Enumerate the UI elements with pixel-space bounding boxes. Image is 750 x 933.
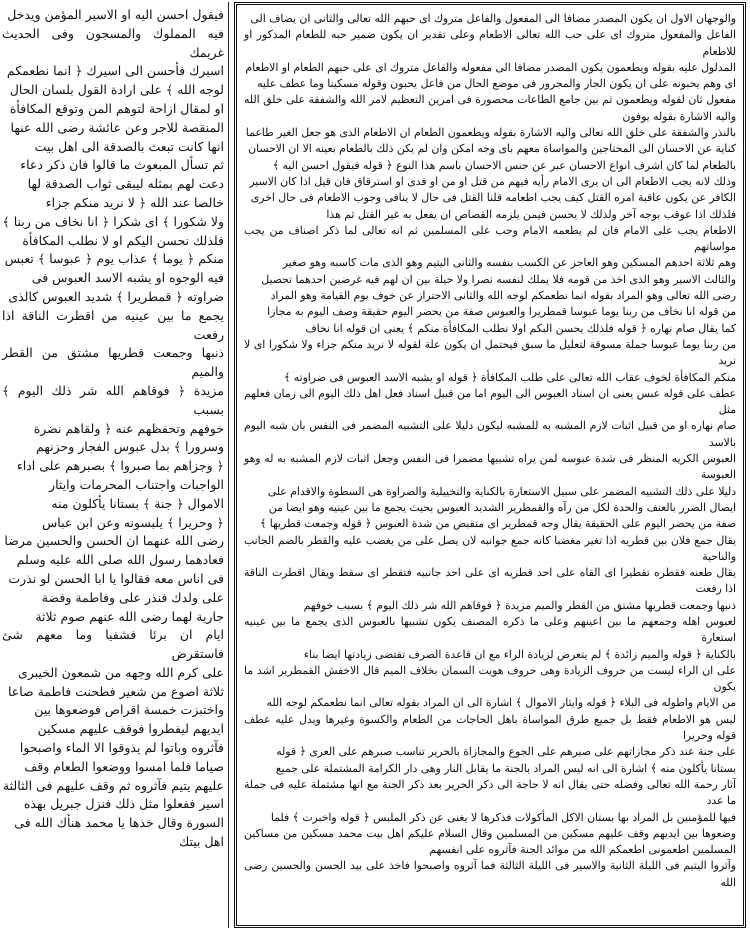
margin-text-line: على ولدك فنذر على وفاطمة وفضة xyxy=(41,589,224,605)
main-text-line: كناية عن الاحسان الى المحتاجين والمواساة معهم باى وجه امكن وان لم يكن ذلك بالطعام بعينه الا ان الاحسان xyxy=(248,142,736,156)
main-text-line: المدلول عليه بقوله ويطعمون يكون المصدر مضافا الى مفعوله والفاعل متروك اى على حبهم الطعام او الاطعام xyxy=(245,60,736,74)
main-text-line: والوجهان الاول ان يكون المصدر مضافا الى المفعول والفاعل متروك اى حبهم الله تعالى والثانى ان يضاف الى xyxy=(250,12,736,25)
margin-text-line: فيه الوجوه او يشبه الاسد العبوس فى xyxy=(31,270,224,286)
margin-text-line: لوجه الله ﴾ على ارادة القول بلسان الحال xyxy=(9,82,224,98)
main-text-line: على جنة عند ذكر مجازاتهم على صبرهم على الجوع والمجازاة بالحرير تناسب صبرهم على العرى ﴿ قوله xyxy=(276,745,736,759)
margin-text-line: اهل بيتك xyxy=(178,834,224,850)
margin-text-line: السورة وقال خذها يا محمد هنأك الله فى xyxy=(14,815,224,831)
main-text-line: الكافر عن يكون عاقبة امره القتل كيف يجب اطعامه قلنا القتل فى حال لا ينافى وجوب الاطعام فى حال اخرى xyxy=(250,191,736,205)
margin-text-line: انها كانت تبعث بالصدقة الى اهل بيت xyxy=(34,138,224,154)
margin-text-line: الاموال ﴿ جنة ﴾ بستانا يأكلون منه xyxy=(51,495,224,511)
main-text-line: رضى الله تعالى وهو المراد بقوله انما نطعمكم لوجه الله والثانى الاحتراز عن خوف يوم القيامة وهو المراد xyxy=(270,289,736,303)
margin-text-line: اسير ففعلوا مثل ذلك فنزل جبريل بهذه xyxy=(23,796,224,812)
main-text-line: من ربنا يوما عبوسا جملة مسوقة لتعليل ما سبق فيحتمل ان يكون علة لقوله لا نريد منكم جزاء ولا شكورا اى لا نريد xyxy=(244,337,736,368)
main-text-line: بالطعام لما كان اشرف انواع الاحسان عبر عن جنس الاحسان باسم هذا النوع ﴿ قوله فيقول احسن اليه ﴾ xyxy=(272,158,736,172)
main-text-line: بالكناية ﴿ قوله والميم زائدة ﴾ لم يتعرض لزيادة الراء مع ان قاعدة الصرف تقتضى زيادتها ايضا بناء xyxy=(303,647,736,661)
margin-text-line: ضراوته ﴿ قمطريرا ﴾ شديد العبوس كالذى xyxy=(8,288,224,304)
main-text-line: صام نهاره او من قبيل اثبات لازم المشبه به للمشبه ليكون دليلا على التشبيه المضمر فى النفس بان شبه اليوم بالاسد xyxy=(244,419,736,449)
main-text-line: بستانا يأكلون منه ﴾ اشارة الى انه ليس المراد بالجنة ما يقابل النار وهى دار الكرامة المشتملة على جميع xyxy=(275,761,736,775)
margin-text-line: على كرم الله وجهه من شمعون الخيبرى xyxy=(18,664,224,680)
main-text-line: عطف على قوله عبس يعنى ان اسناد العبوس الى اليوم اما من قبيل اسناد فعل اهل ذلك اليوم الى زمان فعلهم مثل xyxy=(244,386,736,417)
margin-text-line: المنقصة للاجر وعن عائشة رضى الله عنها xyxy=(10,119,224,135)
margin-text-line: اسيرك فأحسن الى اسيرك ﴿ انما نطعمكم xyxy=(6,63,224,79)
main-text-line: يقال جمع فلان بين قطريه اذا تغير مغضبا كانه جمع جوانبه لان يصل على من يغضب عليه والقطر بالضم الجانب والناحية xyxy=(244,533,736,563)
margin-text-line: خوفهم وتحفظهم عنه ﴿ ولقاهم نضرة xyxy=(33,420,224,436)
margin-commentary xyxy=(2,6,224,852)
main-text-line: منكم المكافأة لخوف عقاب الله تعالى على طلب المكافأة ﴿ قوله او يشبه الاسد العبوس فى ضراوته ﴾ xyxy=(284,370,736,384)
margin-text-line: فعادهما رسول الله صلى الله عليه وسلم xyxy=(16,552,224,568)
main-text-line: آثار رحمة الله تعالى وفضله حتى يقال انه لا حاجة الى ذكر الحرير بعد ذكر الجنة مع انها مشتملة عليه فى جملة ما عدد xyxy=(244,777,736,808)
main-text-line: العبوس الكريه المنظر فى شدة عبوسه لمن يراه تشبيها مضمرا فى النفس وجعل اثبات لازم المشبه به له وهو العبوسة xyxy=(244,452,736,482)
margin-text-line: فى اناس معه فقالوا يا ابا الحسن لو نذرت xyxy=(8,570,224,586)
margin-text-line: يجمع ما بين عينيه من اقطرت الناقة اذا رفعت xyxy=(2,307,224,342)
margin-text-line: ﴿ وحريرا ﴾ يلبسونه وعن ابن عباس xyxy=(42,514,224,530)
main-text-line: وذلك لانه يجب الاطعام الى ان يرى الامام رأيه فيهم من قتل او من او فدى او استرقاق فان قيل اذا كان الاسير xyxy=(249,174,736,188)
main-text-line: ايصال الضرر بالعنف والحدة لكل من رآه والقمطرير الشديد العبوس بحيث يجمع ما بين عينيه وهو ايضا من xyxy=(268,500,736,514)
main-text-line: وهم ثلاثة احدهم المسكين وهو العاجز عن الكسب بنفسه والثانى اليتيم وهو الذى مات كاسبه وهو صغير xyxy=(282,256,736,270)
margin-text-line: رضى الله عنهما ان الحسن والحسين مرضا xyxy=(4,533,224,549)
main-text-line: اى وهم يحبونه على ان يكون الجار والمجرور فى موضع الحال من فاعل يحبون وقوله مسكينا وما عطف عليه xyxy=(257,77,736,91)
margin-text-line: ايديهم ليفطروا فوقف عليهم مسكين xyxy=(37,721,224,737)
main-text-line: فيها للمؤمنين بل المراد بها بستان الاكل المأكولات فذكرها لا يغنى عن ذكر الملبس ﴿ قوله واخبرت ﴾ فلما xyxy=(270,810,736,824)
column-divider xyxy=(228,2,229,928)
main-text-line: ذنبها وجمعت قطريها مشتق من القطر والميم مزيدة ﴿ فوقاهم الله شر ذلك اليوم ﴾ بسبب خوفهم xyxy=(303,598,736,612)
main-text-line: من الايام واطوله فى البلاء ﴿ قوله وايثار الاموال ﴾ اشارة الى ان المراد بقوله تعالى انما نطعمكم لوجه الله xyxy=(266,696,736,710)
main-text-line: دليلا على ذلك التشبيه المضمر على سبيل الاستعارة بالكناية والتخييلية والضراوة هى السطوة والاقدام على xyxy=(267,484,736,498)
main-text-line: فلذلك اذا عوقب بوجه آخر ولذلك لا يحسن فيمن يلزمه القصاص ان يفعل به غير القتل ثم هذا xyxy=(326,207,736,221)
margin-text-line: منكم ﴿ يوما ﴾ عذاب يوم ﴿ عبوسا ﴾ تعبس xyxy=(4,251,224,267)
main-text-line: الفاعل والمفعول متروك اى على حب الله تعالى الاطعام وعلى تقدير ان يكون ضمير حبه للطعام المذكور او للاطعام xyxy=(244,28,736,58)
main-text-line: لعبوس اهله وجمعهم ما بين اعينهم وعلى ما ذكره المصنف يكون تشبيها بالعبوس الذى يجمع ما بين عينيه استعارة xyxy=(244,614,736,645)
margin-text-line: او لمقال ازاحة لتوهم المن وتوقع المكافأة xyxy=(9,100,224,116)
margin-text-line: فيقول احسن اليه او الاسير المؤمن ويدخل xyxy=(7,7,224,22)
margin-text-line: دعت لهم بمثله ليبقى ثواب الصدقة لها xyxy=(27,176,224,192)
margin-text-line: مزيدة ﴿ فوقاهم الله شر ذلك اليوم ﴾ بسبب xyxy=(2,382,224,417)
main-text-line: وضعوها بين ايديهم وقف عليهم مسكين من المسلمين وقال السلام عليكم اهل بيت محمد مسكين من مساكين المسلمين اطعمونى اطعمكم الله من موائد الجنة فآثروه على انفسهم xyxy=(244,826,736,857)
main-text-line: الاطعام يجب على الامام فان لم يطعمه الامام وجب على المسلمين ثم انه تعالى لما ذكر اصناف من يجب مواساتهم xyxy=(244,223,736,254)
main-text-line: والثالث الاسير وهو الذى اخذ من قومه فلا يملك لنفسه نصرا ولا حيلة بين ان لهم فيه غرضين احدهما تحصيل xyxy=(261,272,736,286)
main-text-line: على ان الراء ليست من حروف الزيادة وهى حروف هويت السمان بخلاف الميم قال الاخفش القمطرير اشد ما يكون xyxy=(244,663,736,694)
margin-text-line: الواجبات واجتناب المحرمات وايثار xyxy=(49,476,224,492)
margin-text-line: ﴿ وجزاهم بما صبروا ﴾ بصبرهم على اداء xyxy=(16,458,224,474)
main-text-line: يقال طعنه فقطره تقطيرا اى القاه على احد قطريه اى على احد جانبيه فتقطر اى سقط ويقال اقطرت الناقة اذا رفعت xyxy=(244,566,736,596)
main-text-line: ليس هو الاطعام فقط بل جميع طرق المواساة باهل الحاجات من الطعام والكسوة وغيرها ويدل عليه عطف قوله وحريرا xyxy=(244,712,736,743)
main-text-line: مفعول ثان لقوله ويطعمون ثم بين جامع الطاعات محصورة فى امرين التعظيم لامر الله والشفقة على خلق الله واليه الاشارة بقوله يوفون xyxy=(244,93,736,123)
margin-text-line: فلذلك نحسن اليكم او لا نطلب المكافأة xyxy=(22,232,224,248)
margin-text-line: ثم تسأل المبعوث ما قالوا فان ذكر دعاء xyxy=(20,157,224,173)
margin-text-line: خالصا عند الله ﴿ لا نريد منكم جزاء xyxy=(45,194,224,210)
margin-text-line: وسرورا ﴾ بدل عبوس الفجار وحزنهم xyxy=(36,439,224,455)
margin-text-line: عليهم يتيم فآثروه ثم وقف عليهم فى الثالثة xyxy=(2,777,224,793)
margin-text-line: جارية لهما رضى الله عنهم صوم ثلاثة xyxy=(35,608,224,624)
margin-text-line: واختبزت خمسة اقراص فوضعوها بين xyxy=(34,702,224,718)
margin-text-line: ثلاثة اصوع من شعير فطحنت فاطمة صاعا xyxy=(7,683,224,699)
main-text-line: وآثروا اليتيم فى الليلة الثانية والاسير فى الليلة الثالثة فما آثروه واصبحوا فاخذ على بيد الحسن والحسين رضى الله xyxy=(244,859,736,889)
margin-text-line: فيه المملوك والمسجون وفى الحديث غريمك xyxy=(2,25,224,60)
margin-text-line: ذنبها وجمعت قطريها مشتق من القطر والميم xyxy=(2,345,224,380)
main-text-frame xyxy=(234,2,746,928)
margin-text-line: ولا شكورا ﴾ اى شكرا ﴿ انا نخاف من ربنا ﴾ xyxy=(2,213,224,229)
margin-text-line: ايام ان برئا فشفيا وما معهم شئ فاستقرض xyxy=(2,627,224,662)
main-text-line: من قوله انا نخاف من ربنا يوما عبوسا قمطريرا والعبوس صفة من يحضر اليوم حقيقة وصف اليوم به مجازا xyxy=(267,305,736,319)
margin-text-line: فآثروه وباتوا لم يذوقوا الا الماء واصبحوا xyxy=(19,740,224,756)
main-text-line: بالنذر والشفقة على خلق الله تعالى واليه الاشارة بقوله ويطعمون الطعام ان الاطعام الذى هو جعل الغير طاعما xyxy=(245,126,736,140)
margin-text-line: صياما فلما امسوا ووضعوا الطعام وقف xyxy=(24,758,224,774)
main-text-line: صفة من يحضر اليوم على الحقيقة يقال وجه قمطرير اى منقبض من شدة العبوس ﴿ قوله وجمعت قطريها ﴾ xyxy=(260,517,736,531)
main-commentary xyxy=(244,11,736,891)
main-text-line: كما يقال صام نهاره ﴿ قوله فلذلك يحسن البكم اولا نطلب المكافأة منكم ﴾ يعنى ان قوله انا نخاف xyxy=(305,321,736,335)
